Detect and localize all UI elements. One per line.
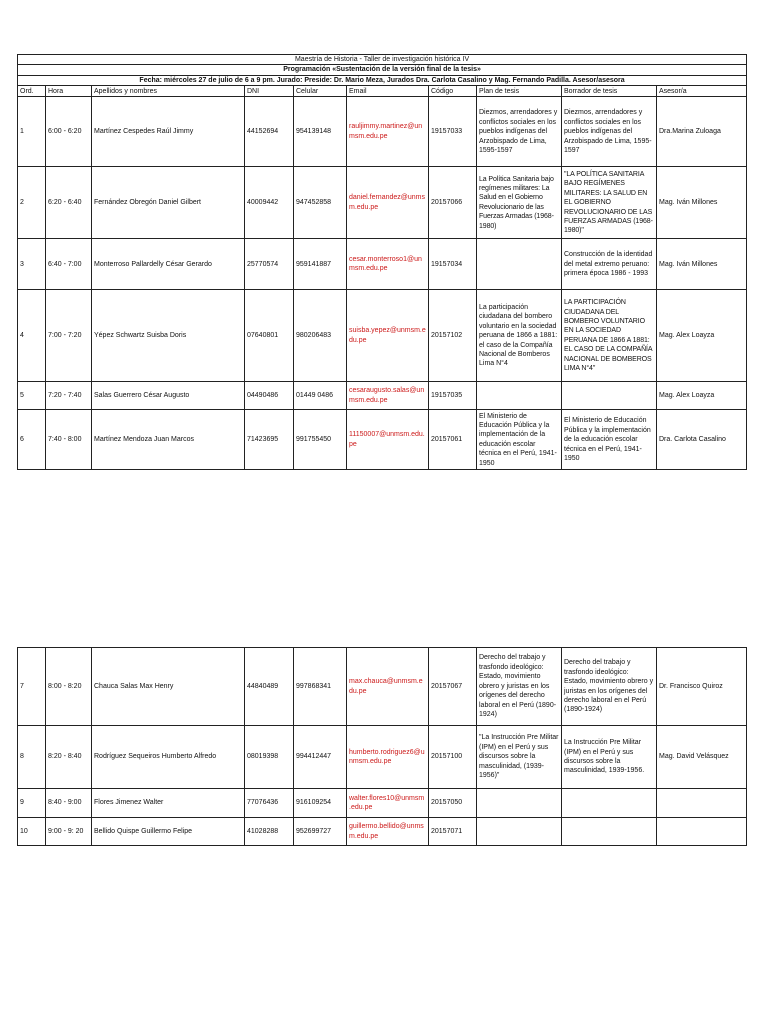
table-row bbox=[18, 167, 747, 239]
cell-ord: 7 bbox=[18, 648, 46, 726]
cell-nombre: Bellido Quispe Guillermo Felipe bbox=[92, 818, 245, 846]
cell-celular: 959141887 bbox=[294, 239, 347, 290]
cell-ord: 8 bbox=[18, 726, 46, 789]
cell-asesor: Mag. Alex Loayza bbox=[657, 382, 747, 410]
cell-celular: 994412447 bbox=[294, 726, 347, 789]
cell-dni: 25770574 bbox=[245, 239, 294, 290]
cell-codigo: 20157050 bbox=[429, 789, 477, 818]
cell-ord: 9 bbox=[18, 789, 46, 818]
col-header-codigo: Código bbox=[429, 86, 477, 97]
cell-dni: 77076436 bbox=[245, 789, 294, 818]
cell-ord: 5 bbox=[18, 382, 46, 410]
cell-borrador: La Instrucción Pre Militar (IPM) en el Perú y sus discursos sobre la masculinidad, 1939-1956. bbox=[562, 726, 657, 789]
cell-codigo: 20157067 bbox=[429, 648, 477, 726]
table-row bbox=[18, 97, 747, 167]
cell-plan: El Ministerio de Educación Pública y la implementación de la educación escolar técnica en el Perú, 1941-1950 bbox=[477, 410, 562, 470]
cell-nombre: Rodríguez Sequeiros Humberto Alfredo bbox=[92, 726, 245, 789]
table-row bbox=[18, 789, 747, 818]
cell-borrador: LA PARTICIPACIÓN CIUDADANA DEL BOMBERO VOLUNTARIO EN LA SOCIEDAD PERUANA DE 1866 A 1881: EL CASO DE LA COMPAÑÍA NACIONAL DE BOMBEROS LIMA N°4" bbox=[562, 290, 657, 382]
cell-nombre: Yépez Schwartz Suisba Doris bbox=[92, 290, 245, 382]
doc-title-line3: Fecha: miércoles 27 de julio de 6 a 9 pm. Jurado: Preside: Dr. Mario Meza, Jurados Dra. Carlota Casalino y Mag. Fernando Padilla. Asesor/asesora bbox=[18, 75, 747, 85]
cell-codigo: 20157071 bbox=[429, 818, 477, 846]
col-header-dni: DNI bbox=[245, 86, 294, 97]
cell-borrador: "LA POLÍTICA SANITARIA BAJO REGÍMENES MILITARES: LA SALUD EN EL GOBIERNO REVOLUCIONARIO DE LAS FUERZAS ARMADAS (1968-1980)" bbox=[562, 167, 657, 239]
cell-hora: 6:20 - 6:40 bbox=[46, 167, 92, 239]
cell-borrador: Diezmos, arrendadores y conflictos sociales en los pueblos indígenas del Arzobispado de Lima, 1595-1597 bbox=[562, 97, 657, 167]
cell-email: guillermo.bellido@unmsm.edu.pe bbox=[347, 818, 429, 846]
cell-ord: 4 bbox=[18, 290, 46, 382]
cell-borrador bbox=[562, 382, 657, 410]
cell-hora: 8:40 - 9:00 bbox=[46, 789, 92, 818]
col-header-ord: Ord. bbox=[18, 86, 46, 97]
col-header-hora: Hora bbox=[46, 86, 92, 97]
cell-plan: La participación ciudadana del bombero voluntario en la sociedad peruana de 1866 a 1881: el caso de la Compañía Nacional de Bomberos Lima N°4 bbox=[477, 290, 562, 382]
cell-email: rauljimmy.martinez@unmsm.edu.pe bbox=[347, 97, 429, 167]
cell-plan bbox=[477, 382, 562, 410]
col-header-email: Email bbox=[347, 86, 429, 97]
table-row bbox=[18, 239, 747, 290]
cell-ord: 2 bbox=[18, 167, 46, 239]
cell-dni: 44152694 bbox=[245, 97, 294, 167]
col-header-nombres: Apellidos y nombres bbox=[92, 86, 245, 97]
cell-celular: 916109254 bbox=[294, 789, 347, 818]
cell-codigo: 20157100 bbox=[429, 726, 477, 789]
schedule-table-bottom bbox=[17, 647, 747, 846]
cell-asesor: Dr. Francisco Quiroz bbox=[657, 648, 747, 726]
cell-nombre: Martínez Cespedes Raúl Jimmy bbox=[92, 97, 245, 167]
cell-celular: 991755450 bbox=[294, 410, 347, 470]
col-header-plan: Plan de tesis bbox=[477, 86, 562, 97]
cell-hora: 7:40 - 8:00 bbox=[46, 410, 92, 470]
cell-hora: 8:20 - 8:40 bbox=[46, 726, 92, 789]
cell-asesor: Mag. David Velásquez bbox=[657, 726, 747, 789]
table-row bbox=[18, 648, 747, 726]
cell-hora: 7:20 - 7:40 bbox=[46, 382, 92, 410]
cell-celular: 980206483 bbox=[294, 290, 347, 382]
cell-borrador bbox=[562, 789, 657, 818]
cell-email: max.chauca@unmsm.edu.pe bbox=[347, 648, 429, 726]
cell-plan bbox=[477, 818, 562, 846]
table-row bbox=[18, 410, 747, 470]
col-header-asesor: Asesor/a bbox=[657, 86, 747, 97]
cell-celular: 01449 0486 bbox=[294, 382, 347, 410]
cell-hora: 9:00 - 9: 20 bbox=[46, 818, 92, 846]
cell-asesor: Mag. Iván Millones bbox=[657, 239, 747, 290]
cell-celular: 954139148 bbox=[294, 97, 347, 167]
cell-plan: Diezmos, arrendadores y conflictos sociales en los pueblos indígenas del Arzobispado de Lima, 1595-1597 bbox=[477, 97, 562, 167]
cell-asesor: Dra.Marina Zuloaga bbox=[657, 97, 747, 167]
cell-hora: 6:00 - 6:20 bbox=[46, 97, 92, 167]
doc-title-line2: Programación «Sustentación de la versión final de la tesis» bbox=[18, 65, 747, 75]
schedule-table-top bbox=[17, 54, 747, 470]
cell-borrador: El Ministerio de Educación Pública y la implementación de la educación escolar técnica en el Perú, 1941-1950 bbox=[562, 410, 657, 470]
cell-celular: 952699727 bbox=[294, 818, 347, 846]
cell-ord: 10 bbox=[18, 818, 46, 846]
cell-codigo: 20157102 bbox=[429, 290, 477, 382]
cell-asesor: Mag. Iván Millones bbox=[657, 167, 747, 239]
cell-hora: 6:40 - 7:00 bbox=[46, 239, 92, 290]
cell-email: daniel.fernandez@unmsm.edu.pe bbox=[347, 167, 429, 239]
cell-hora: 8:00 - 8:20 bbox=[46, 648, 92, 726]
cell-email: cesar.monterroso1@unmsm.edu.pe bbox=[347, 239, 429, 290]
cell-codigo: 19157035 bbox=[429, 382, 477, 410]
column-header-row bbox=[18, 86, 747, 97]
cell-asesor: Dra. Carlota Casalino bbox=[657, 410, 747, 470]
cell-ord: 3 bbox=[18, 239, 46, 290]
cell-codigo: 19157033 bbox=[429, 97, 477, 167]
cell-nombre: Monterroso Pallardelly César Gerardo bbox=[92, 239, 245, 290]
cell-dni: 71423695 bbox=[245, 410, 294, 470]
cell-asesor bbox=[657, 818, 747, 846]
cell-nombre: Chauca Salas Max Henry bbox=[92, 648, 245, 726]
cell-codigo: 20157061 bbox=[429, 410, 477, 470]
cell-email: suisba.yepez@unmsm.edu.pe bbox=[347, 290, 429, 382]
cell-nombre: Salas Guerrero César Augusto bbox=[92, 382, 245, 410]
cell-plan: "La Instrucción Pre Militar (IPM) en el Perú y sus discursos sobre la masculinidad, (1939-1956)" bbox=[477, 726, 562, 789]
cell-nombre: Flores Jimenez Walter bbox=[92, 789, 245, 818]
cell-dni: 04490486 bbox=[245, 382, 294, 410]
cell-dni: 44840489 bbox=[245, 648, 294, 726]
table-row bbox=[18, 382, 747, 410]
cell-plan: La Política Sanitaria bajo regímenes militares: La Salud en el Gobierno Revolucionario de las Fuerzas Armadas (1968-1980) bbox=[477, 167, 562, 239]
cell-dni: 08019398 bbox=[245, 726, 294, 789]
cell-plan: Derecho del trabajo y trasfondo ideológico: Estado, movimiento obrero y juristas en los orígenes del derecho laboral en el Perú (1890-1924) bbox=[477, 648, 562, 726]
cell-dni: 40009442 bbox=[245, 167, 294, 239]
col-header-celular: Celular bbox=[294, 86, 347, 97]
cell-email: humberto.rodriguez6@unmsm.edu.pe bbox=[347, 726, 429, 789]
cell-celular: 997868341 bbox=[294, 648, 347, 726]
col-header-borrador: Borrador de tesis bbox=[562, 86, 657, 97]
cell-borrador bbox=[562, 818, 657, 846]
cell-email: walter.flores10@unmsm.edu.pe bbox=[347, 789, 429, 818]
cell-codigo: 19157034 bbox=[429, 239, 477, 290]
cell-nombre: Martínez Mendoza Juan Marcos bbox=[92, 410, 245, 470]
cell-dni: 41028288 bbox=[245, 818, 294, 846]
cell-ord: 1 bbox=[18, 97, 46, 167]
cell-dni: 07640801 bbox=[245, 290, 294, 382]
doc-title-line1: Maestría de Historia - Taller de investigación histórica IV bbox=[18, 55, 747, 65]
cell-borrador: Construcción de la identidad del metal extremo peruano: primera época 1986 - 1993 bbox=[562, 239, 657, 290]
cell-borrador: Derecho del trabajo y trasfondo ideológico: Estado, movimiento obrero y juristas en los orígenes del derecho laboral en el Perú (1890-1924) bbox=[562, 648, 657, 726]
cell-ord: 6 bbox=[18, 410, 46, 470]
cell-hora: 7:00 - 7:20 bbox=[46, 290, 92, 382]
cell-codigo: 20157066 bbox=[429, 167, 477, 239]
cell-email: cesaraugusto.salas@unmsm.edu.pe bbox=[347, 382, 429, 410]
cell-plan bbox=[477, 789, 562, 818]
cell-plan bbox=[477, 239, 562, 290]
cell-nombre: Fernández Obregón Daniel Gilbert bbox=[92, 167, 245, 239]
table-row bbox=[18, 726, 747, 789]
table-row bbox=[18, 290, 747, 382]
cell-email: 11150007@unmsm.edu.pe bbox=[347, 410, 429, 470]
table-row bbox=[18, 818, 747, 846]
cell-asesor: Mag. Alex Loayza bbox=[657, 290, 747, 382]
cell-celular: 947452858 bbox=[294, 167, 347, 239]
cell-asesor bbox=[657, 789, 747, 818]
